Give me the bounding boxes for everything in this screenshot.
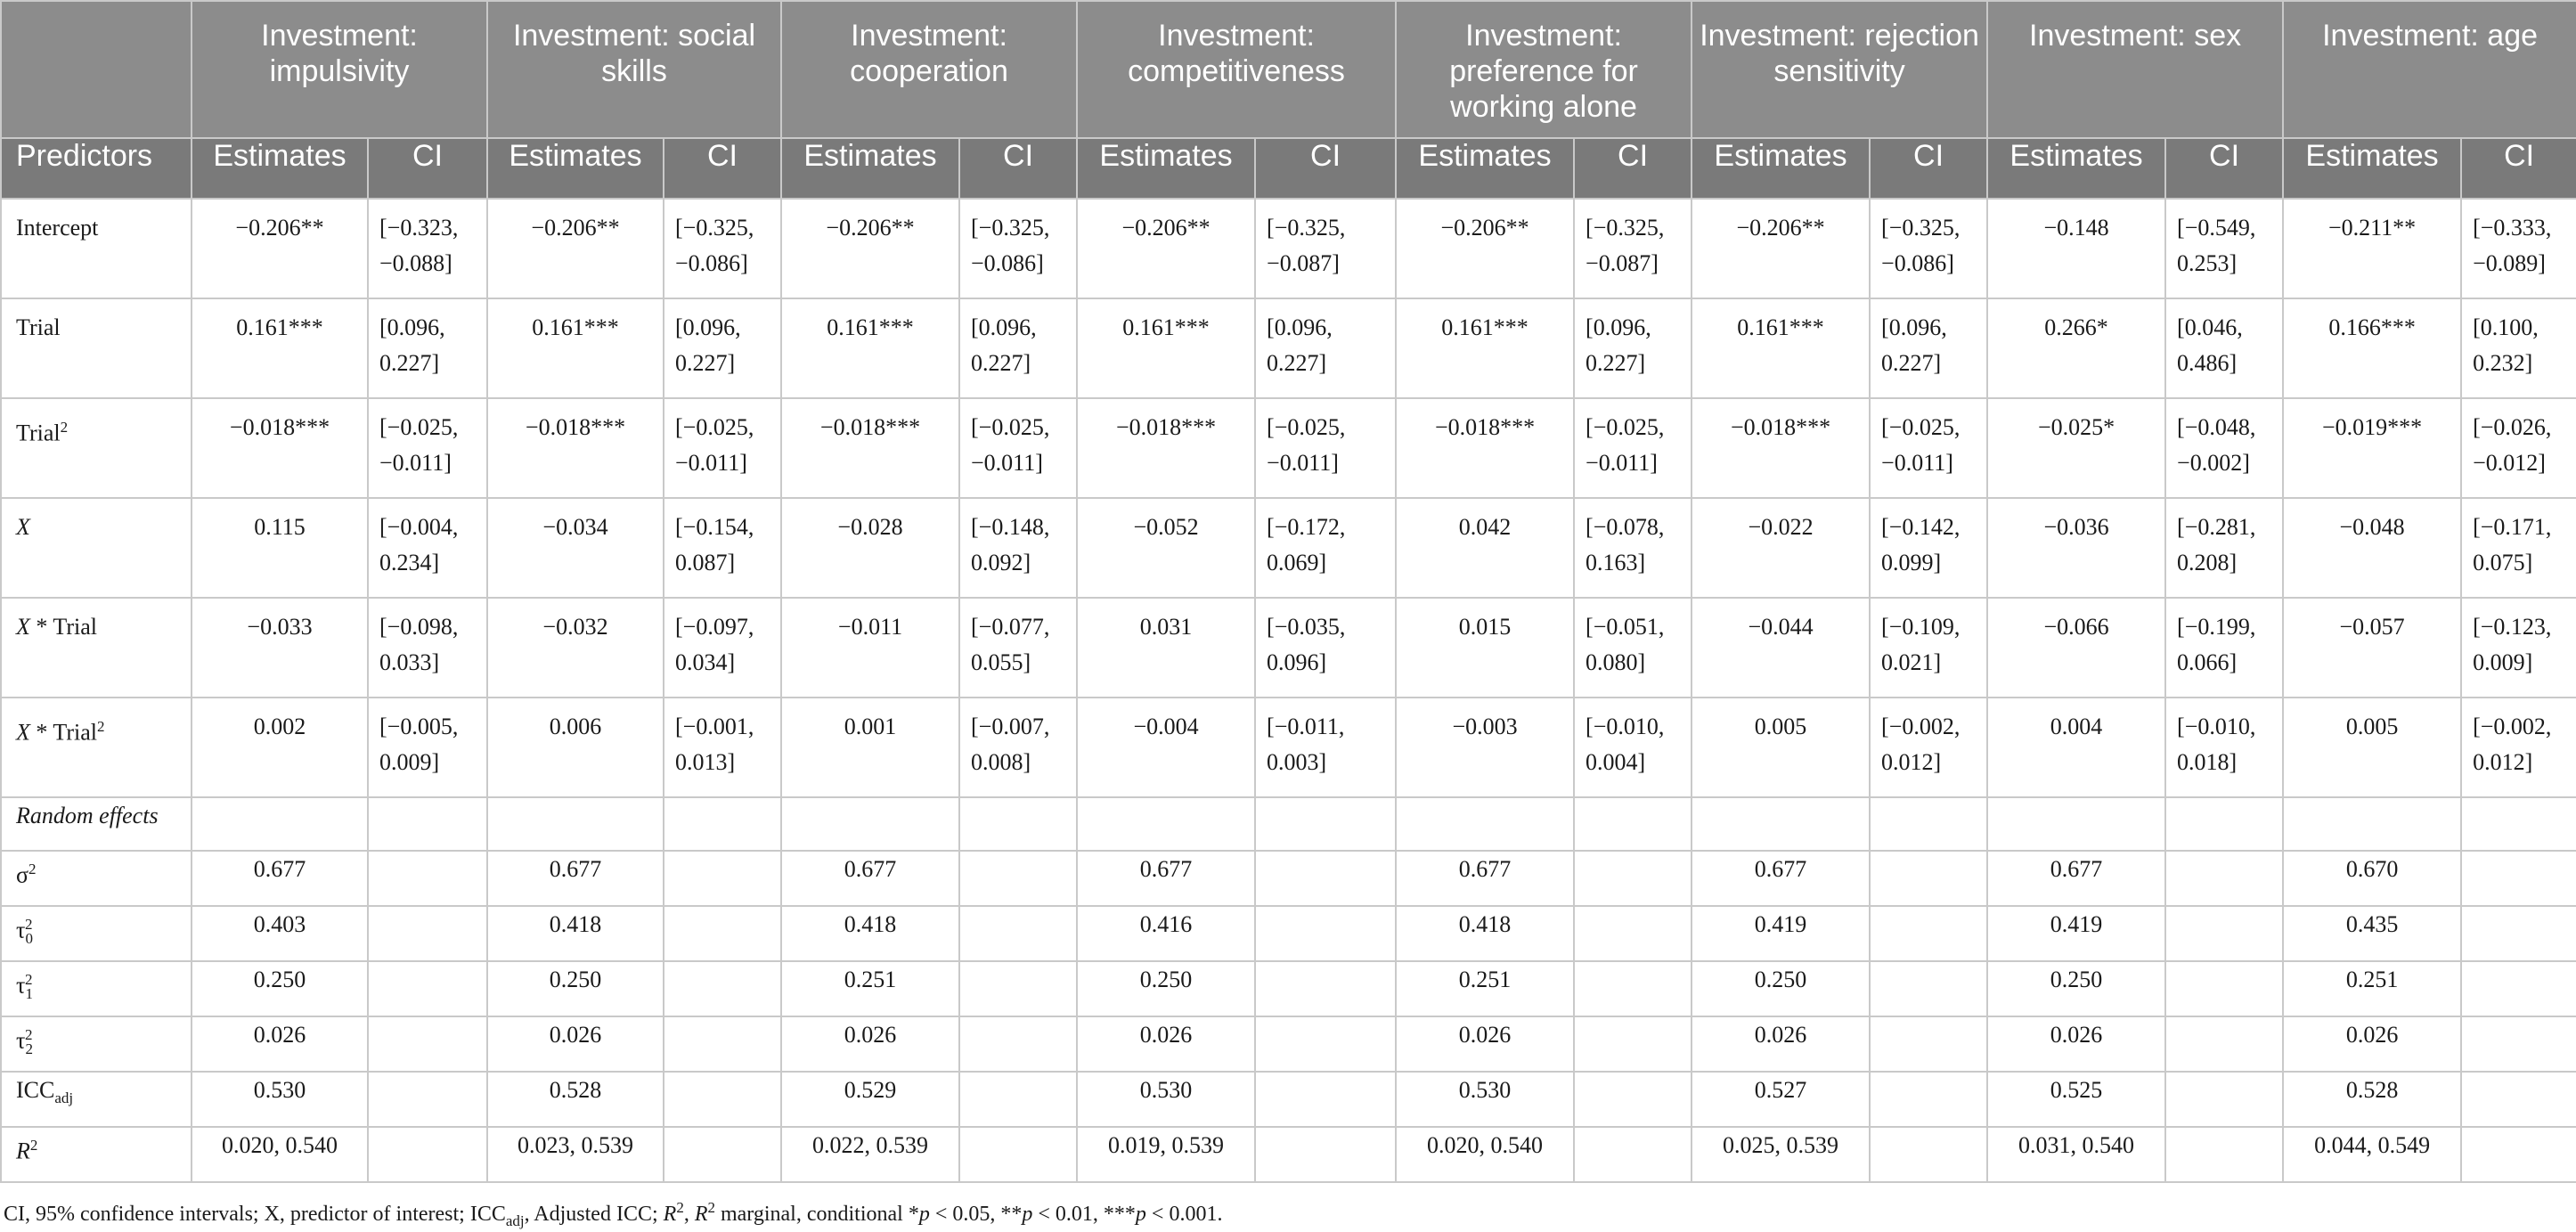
value-cell: 0.403 [192,906,368,961]
ci-cell: [−0.142, 0.099] [1870,498,1987,598]
estimates-header: Estimates [1692,138,1870,199]
empty-cell [1255,851,1396,906]
empty-cell [2165,961,2283,1016]
empty-cell [1574,851,1692,906]
value-cell: 0.251 [2283,961,2461,1016]
ci-cell: [0.046, 0.486] [2165,298,2283,398]
empty-cell [2461,1127,2576,1182]
ci-cell: [0.096, 0.227] [368,298,487,398]
ci-header: CI [368,138,487,199]
empty-cell [368,1127,487,1182]
value-cell: 0.677 [1692,851,1870,906]
value-cell: 0.677 [192,851,368,906]
empty-cell [959,961,1077,1016]
table-row [1,398,2576,498]
empty-cell [959,1072,1077,1127]
col-header-sex: Investment: sex [1987,1,2283,138]
value-cell: 0.530 [1077,1072,1255,1127]
value-cell: 0.419 [1692,906,1870,961]
estimate-cell: −0.211** [2283,199,2461,298]
empty-cell [1870,1072,1987,1127]
estimate-cell: −0.148 [1987,199,2165,298]
table-body [1,199,2576,1182]
value-cell: 0.250 [487,961,664,1016]
ci-cell: [−0.325, −0.086] [959,199,1077,298]
empty-cell [487,797,664,851]
estimate-cell: −0.025* [1987,398,2165,498]
estimate-cell: 0.005 [2283,698,2461,797]
ci-header: CI [1255,138,1396,199]
ci-cell: [−0.025, −0.011] [664,398,781,498]
table-row [1,199,2576,298]
value-cell: 0.677 [781,851,959,906]
predictors-header: Predictors [1,138,192,199]
empty-cell [1255,1127,1396,1182]
empty-cell [1255,961,1396,1016]
predictor-label: Random effects [1,797,192,851]
estimate-cell: 0.004 [1987,698,2165,797]
value-cell: 0.020, 0.540 [192,1127,368,1182]
estimates-header: Estimates [1987,138,2165,199]
ci-cell: [−0.109, 0.021] [1870,598,1987,698]
col-header-cooperation: Investment: cooperation [781,1,1077,138]
ci-cell: [−0.325, −0.087] [1574,199,1692,298]
ci-cell: [−0.001, 0.013] [664,698,781,797]
ci-cell: [−0.025, −0.011] [1255,398,1396,498]
empty-cell [2283,797,2461,851]
value-cell: 0.677 [1987,851,2165,906]
empty-cell [1077,797,1255,851]
empty-cell [1870,797,1987,851]
estimate-cell: 0.115 [192,498,368,598]
estimate-cell: 0.161*** [1077,298,1255,398]
table-row [1,851,2576,906]
predictor-label: $R^2$ [1,1127,192,1182]
predictor-label: $\tau_0^2$ [1,906,192,961]
estimates-header: Estimates [1077,138,1255,199]
ci-cell: [−0.123, 0.009] [2461,598,2576,698]
estimate-cell: −0.206** [487,199,664,298]
estimate-cell: 0.161*** [781,298,959,398]
empty-cell [1574,1127,1692,1182]
table-row [1,598,2576,698]
value-cell: 0.020, 0.540 [1396,1127,1574,1182]
estimate-cell: 0.161*** [1396,298,1574,398]
ci-cell: [−0.148, 0.092] [959,498,1077,598]
ci-header: CI [959,138,1077,199]
empty-cell [2165,1072,2283,1127]
predictor-label: $\sigma^2$ [1,851,192,906]
empty-cell [368,1016,487,1072]
estimate-cell: −0.044 [1692,598,1870,698]
ci-cell: [−0.172, 0.069] [1255,498,1396,598]
empty-cell [959,851,1077,906]
estimate-cell: 0.015 [1396,598,1574,698]
empty-cell [1692,797,1870,851]
estimate-cell: 0.002 [192,698,368,797]
empty-cell [959,1127,1077,1182]
ci-cell: [−0.325, −0.086] [664,199,781,298]
value-cell: 0.023, 0.539 [487,1127,664,1182]
empty-cell [664,906,781,961]
ci-cell: [0.100, 0.232] [2461,298,2576,398]
empty-cell [1574,1016,1692,1072]
empty-cell [2461,851,2576,906]
estimate-cell: −0.022 [1692,498,1870,598]
empty-cell [368,961,487,1016]
ci-cell: [−0.011, 0.003] [1255,698,1396,797]
estimate-cell: 0.042 [1396,498,1574,598]
value-cell: 0.677 [1396,851,1574,906]
empty-cell [2461,797,2576,851]
empty-cell [1255,797,1396,851]
value-cell: 0.677 [1077,851,1255,906]
table-row [1,498,2576,598]
ci-cell: [−0.002, 0.012] [2461,698,2576,797]
subheader-row [1,138,2576,199]
estimate-cell: −0.019*** [2283,398,2461,498]
empty-cell [1255,1016,1396,1072]
ci-cell: [−0.025, −0.011] [1574,398,1692,498]
empty-cell [1574,906,1692,961]
empty-cell [959,1016,1077,1072]
value-cell: 0.250 [1077,961,1255,1016]
empty-cell [959,797,1077,851]
ci-cell: [−0.097, 0.034] [664,598,781,698]
empty-cell [368,906,487,961]
empty-cell [664,1072,781,1127]
ci-header: CI [1870,138,1987,199]
value-cell: 0.250 [1987,961,2165,1016]
value-cell: 0.026 [1396,1016,1574,1072]
estimate-cell: −0.004 [1077,698,1255,797]
estimate-cell: −0.018*** [192,398,368,498]
table-row [1,1016,2576,1072]
ci-cell: [−0.199, 0.066] [2165,598,2283,698]
estimate-cell: −0.018*** [1077,398,1255,498]
ci-cell: [−0.171, 0.075] [2461,498,2576,598]
empty-cell [2165,851,2283,906]
predictor-label: X * Trial$^2$ [1,698,192,797]
empty-cell [664,851,781,906]
estimate-cell: −0.028 [781,498,959,598]
empty-cell [959,906,1077,961]
estimate-cell: −0.066 [1987,598,2165,698]
estimates-header: Estimates [781,138,959,199]
estimate-cell: −0.057 [2283,598,2461,698]
estimate-cell: −0.036 [1987,498,2165,598]
estimate-cell: 0.161*** [1692,298,1870,398]
value-cell: 0.026 [781,1016,959,1072]
ci-cell: [−0.281, 0.208] [2165,498,2283,598]
col-header-rejection-sensitivity: Investment: rejection sensitivity [1692,1,1987,138]
empty-cell [1870,906,1987,961]
estimate-cell: −0.018*** [781,398,959,498]
estimate-cell: 0.161*** [487,298,664,398]
value-cell: 0.019, 0.539 [1077,1127,1255,1182]
ci-cell: [−0.325, −0.087] [1255,199,1396,298]
ci-cell: [−0.026, −0.012] [2461,398,2576,498]
ci-cell: [−0.025, −0.011] [368,398,487,498]
ci-cell: [−0.078, 0.163] [1574,498,1692,598]
value-cell: 0.419 [1987,906,2165,961]
ci-cell: [−0.007, 0.008] [959,698,1077,797]
empty-cell [2165,797,2283,851]
ci-cell: [−0.005, 0.009] [368,698,487,797]
table-row [1,298,2576,398]
empty-cell [664,1127,781,1182]
ci-cell: [0.096, 0.227] [664,298,781,398]
value-cell: 0.022, 0.539 [781,1127,959,1182]
estimates-header: Estimates [192,138,368,199]
value-cell: 0.677 [487,851,664,906]
value-cell: 0.250 [1692,961,1870,1016]
estimate-cell: −0.206** [781,199,959,298]
empty-cell [1870,961,1987,1016]
ci-cell: [−0.025, −0.011] [959,398,1077,498]
col-header-age: Investment: age [2283,1,2576,138]
empty-cell [2165,906,2283,961]
empty-cell [1574,797,1692,851]
ci-cell: [−0.333, −0.089] [2461,199,2576,298]
table-row [1,698,2576,797]
empty-cell [368,1072,487,1127]
empty-cell [1574,961,1692,1016]
value-cell: 0.418 [781,906,959,961]
empty-cell [2461,1016,2576,1072]
predictor-label: $\tau_1^2$ [1,961,192,1016]
estimate-cell: −0.034 [487,498,664,598]
estimate-cell: 0.005 [1692,698,1870,797]
estimate-cell: 0.006 [487,698,664,797]
table-row [1,1072,2576,1127]
empty-cell [781,797,959,851]
ci-cell: [−0.004, 0.234] [368,498,487,598]
estimate-cell: 0.031 [1077,598,1255,698]
ci-cell: [−0.025, −0.011] [1870,398,1987,498]
empty-cell [1255,906,1396,961]
value-cell: 0.026 [2283,1016,2461,1072]
ci-cell: [0.096, 0.227] [1574,298,1692,398]
ci-cell: [−0.098, 0.033] [368,598,487,698]
empty-cell [2461,1072,2576,1127]
estimate-cell: −0.048 [2283,498,2461,598]
predictor-label: $\tau_2^2$ [1,1016,192,1072]
table-row [1,1127,2576,1182]
ci-cell: [−0.154, 0.087] [664,498,781,598]
empty-cell [2165,1016,2283,1072]
ci-cell: [0.096, 0.227] [1255,298,1396,398]
estimate-cell: −0.011 [781,598,959,698]
estimate-cell: −0.206** [1396,199,1574,298]
estimate-cell: −0.032 [487,598,664,698]
value-cell: 0.026 [192,1016,368,1072]
value-cell: 0.527 [1692,1072,1870,1127]
ci-cell: [0.096, 0.227] [959,298,1077,398]
value-cell: 0.416 [1077,906,1255,961]
empty-cell [1396,797,1574,851]
estimate-cell: −0.018*** [1692,398,1870,498]
ci-header: CI [2165,138,2283,199]
estimate-cell: −0.018*** [487,398,664,498]
empty-cell [368,797,487,851]
value-cell: 0.530 [1396,1072,1574,1127]
estimates-header: Estimates [1396,138,1574,199]
empty-cell [1870,851,1987,906]
value-cell: 0.250 [192,961,368,1016]
value-cell: 0.670 [2283,851,2461,906]
col-header-working-alone: Investment: preference for working alone [1396,1,1692,138]
value-cell: 0.525 [1987,1072,2165,1127]
estimate-cell: −0.003 [1396,698,1574,797]
estimate-cell: −0.206** [1692,199,1870,298]
col-header-social-skills: Investment: social skills [487,1,781,138]
value-cell: 0.026 [1077,1016,1255,1072]
predictor-label: Intercept [1,199,192,298]
empty-cell [664,797,781,851]
predictor-label: Trial [1,298,192,398]
value-cell: 0.435 [2283,906,2461,961]
predictor-label: X * Trial [1,598,192,698]
table-row [1,906,2576,961]
ci-cell: [−0.048, −0.002] [2165,398,2283,498]
estimate-cell: −0.018*** [1396,398,1574,498]
empty-cell [2461,906,2576,961]
estimate-cell: −0.206** [1077,199,1255,298]
value-cell: 0.530 [192,1072,368,1127]
ci-cell: [−0.051, 0.080] [1574,598,1692,698]
ci-cell: [−0.010, 0.018] [2165,698,2283,797]
ci-header: CI [664,138,781,199]
empty-cell [368,851,487,906]
estimates-header: Estimates [487,138,664,199]
empty-cell [2461,961,2576,1016]
estimates-header: Estimates [2283,138,2461,199]
empty-cell [1870,1016,1987,1072]
ci-header: CI [1574,138,1692,199]
ci-cell: [−0.325, −0.086] [1870,199,1987,298]
empty-cell [2165,1127,2283,1182]
value-cell: 0.528 [487,1072,664,1127]
estimate-cell: 0.001 [781,698,959,797]
predictor-label: $ICC_{adj}$ [1,1072,192,1127]
ci-cell: [−0.077, 0.055] [959,598,1077,698]
value-cell: 0.031, 0.540 [1987,1127,2165,1182]
empty-cell [1987,797,2165,851]
ci-cell: [0.096, 0.227] [1870,298,1987,398]
estimate-cell: −0.206** [192,199,368,298]
estimate-cell: 0.166*** [2283,298,2461,398]
value-cell: 0.251 [781,961,959,1016]
empty-cell [192,797,368,851]
value-cell: 0.418 [487,906,664,961]
table-footnote: CI, 95% confidence intervals; X, predictor of interest; $ICC_{adj}$, Adjusted ICC; $R^2$, $R^2$ marginal, conditional *p < 0.05, **p < 0.01, ***p < 0.001. [4,1199,1223,1229]
estimate-cell: −0.052 [1077,498,1255,598]
value-cell: 0.026 [1692,1016,1870,1072]
estimate-cell: 0.266* [1987,298,2165,398]
empty-cell [1574,1072,1692,1127]
col-header-competitiveness: Investment: competitiveness [1077,1,1396,138]
value-cell: 0.528 [2283,1072,2461,1127]
estimate-cell: 0.161*** [192,298,368,398]
value-cell: 0.418 [1396,906,1574,961]
empty-cell [1870,1127,1987,1182]
col-header-impulsivity: Investment: impulsivity [192,1,487,138]
ci-header: CI [2461,138,2576,199]
value-cell: 0.026 [1987,1016,2165,1072]
value-cell: 0.025, 0.539 [1692,1127,1870,1182]
value-cell: 0.044, 0.549 [2283,1127,2461,1182]
ci-cell: [−0.002, 0.012] [1870,698,1987,797]
value-cell: 0.529 [781,1072,959,1127]
ci-cell: [−0.035, 0.096] [1255,598,1396,698]
empty-cell [664,961,781,1016]
empty-cell [664,1016,781,1072]
value-cell: 0.026 [487,1016,664,1072]
empty-cell [1255,1072,1396,1127]
predictor-label: X [1,498,192,598]
random-effects-row [1,797,2576,851]
column-group-header-row [1,1,2576,138]
table-row [1,961,2576,1016]
ci-cell: [−0.549, 0.253] [2165,199,2283,298]
estimate-cell: −0.033 [192,598,368,698]
value-cell: 0.251 [1396,961,1574,1016]
corner-cell [1,1,192,138]
ci-cell: [−0.010, 0.004] [1574,698,1692,797]
predictor-label: Trial$^2$ [1,398,192,498]
ci-cell: [−0.323, −0.088] [368,199,487,298]
